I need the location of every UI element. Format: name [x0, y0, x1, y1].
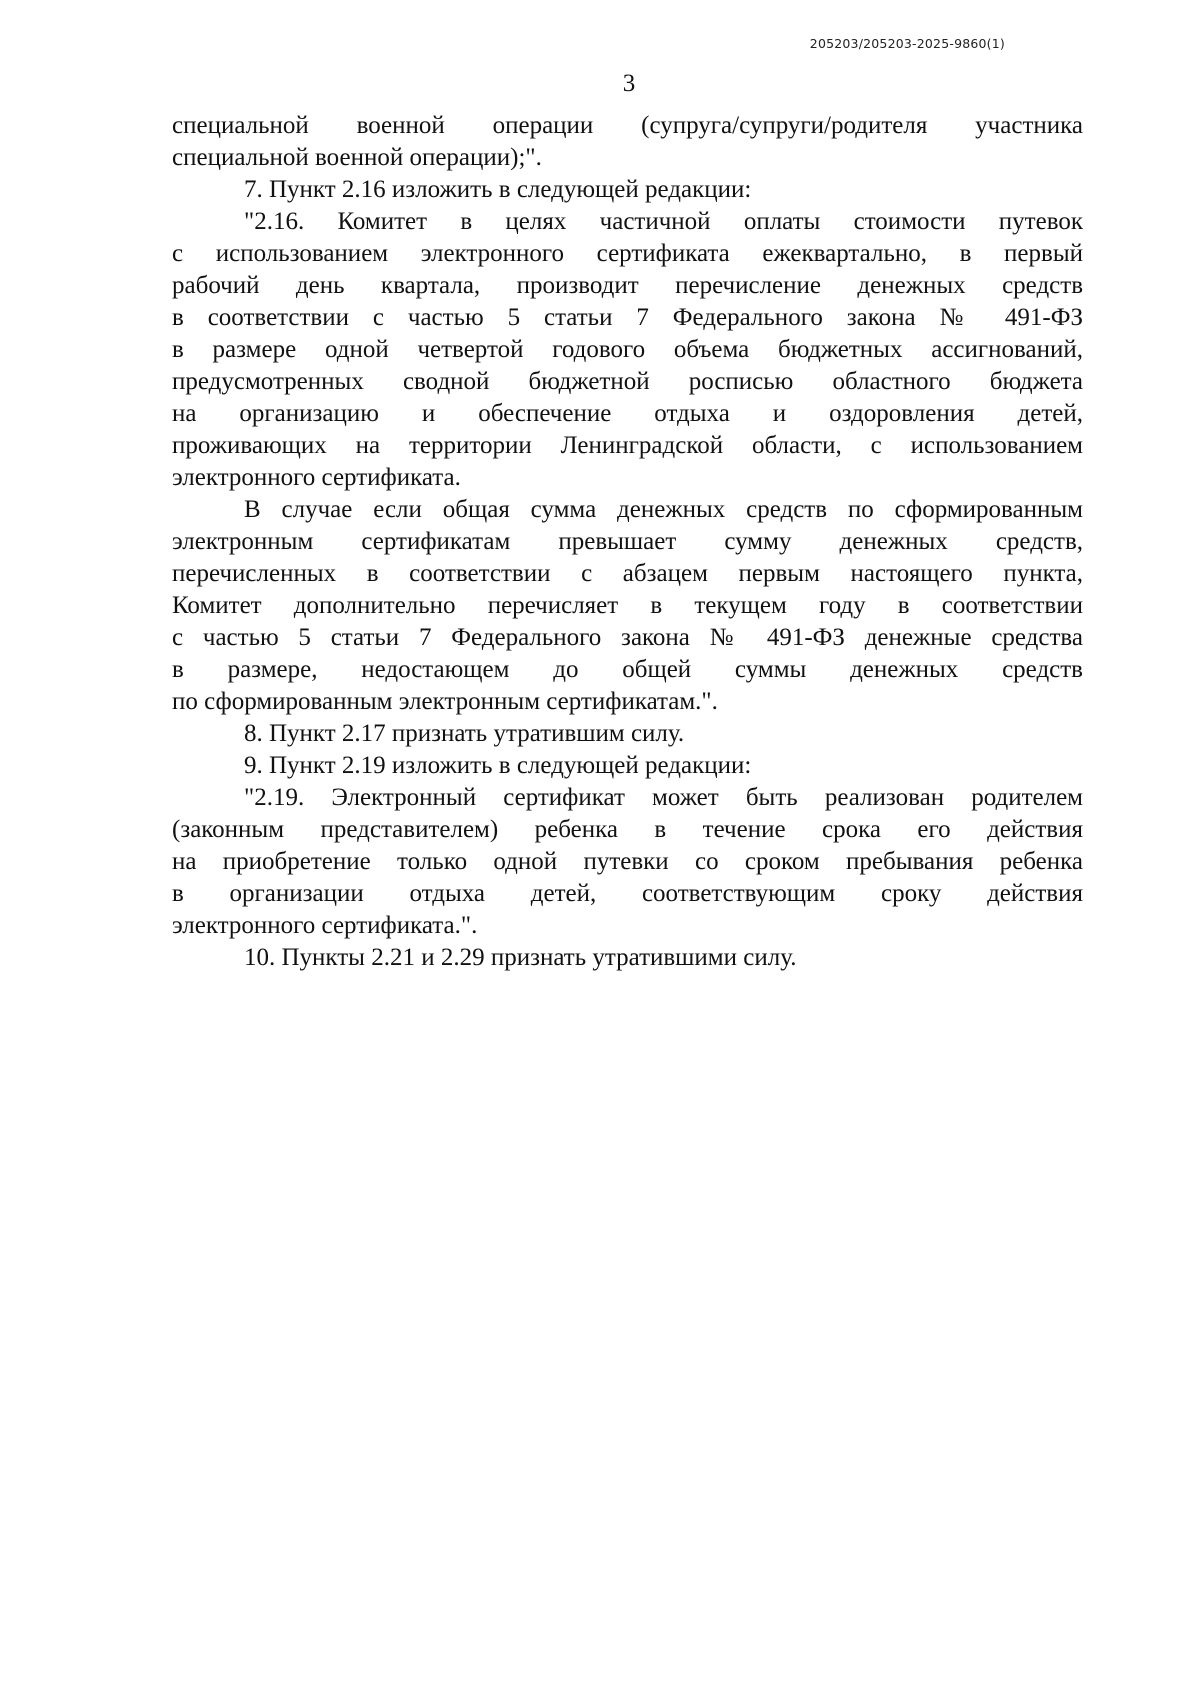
paragraph-line: в размере одной четвертой годового объема бюджетных ассигнований,	[172, 336, 1083, 363]
paragraph	[172, 782, 1083, 942]
paragraph-line: 9. Пункт 2.19 изложить в следующей редакции:	[244, 752, 752, 779]
paragraph	[172, 206, 1083, 494]
paragraph	[172, 174, 1083, 206]
paragraph-line: "2.19. Электронный сертификат может быть реализован родителем	[244, 784, 1083, 811]
paragraph-line: в соответствии с частью 5 статьи 7 Федерального закона № 491-ФЗ	[172, 304, 1083, 331]
paragraph-line: электронного сертификата.".	[172, 912, 478, 939]
paragraph-line: проживающих на территории Ленинградской области, с использованием	[172, 432, 1083, 459]
paragraph-line: специальной военной операции (супруга/супруги/родителя участника	[172, 112, 1083, 139]
paragraph-line: Комитет дополнительно перечисляет в текущем году в соответствии	[172, 592, 1083, 619]
paragraph-line: перечисленных в соответствии с абзацем первым настоящего пункта,	[172, 560, 1083, 587]
paragraph-line: в организации отдыха детей, соответствующим сроку действия	[172, 880, 1083, 907]
paragraph-line: 8. Пункт 2.17 признать утратившим силу.	[244, 720, 685, 747]
paragraph	[172, 110, 1083, 174]
paragraph-line: в размере, недостающем до общей суммы денежных средств	[172, 656, 1083, 683]
paragraph-line: (законным представителем) ребенка в течение срока его действия	[172, 816, 1083, 843]
paragraph-line: "2.16. Комитет в целях частичной оплаты стоимости путевок	[244, 208, 1083, 235]
paragraph-line: на организацию и обеспечение отдыха и оздоровления детей,	[172, 400, 1083, 427]
paragraph-line: электронного сертификата.	[172, 464, 461, 491]
document-body	[172, 110, 1083, 974]
paragraph	[172, 750, 1083, 782]
document-id: 205203/205203-2025-9860(1)	[809, 36, 1005, 51]
paragraph-line: В случае если общая сумма денежных средств по сформированным	[244, 496, 1083, 523]
paragraph-line: с использованием электронного сертификата ежеквартально, в первый	[172, 240, 1083, 267]
paragraph-line: по сформированным электронным сертификатам.".	[172, 688, 718, 715]
paragraph	[172, 494, 1083, 718]
paragraph-line: электронным сертификатам превышает сумму денежных средств,	[172, 528, 1083, 555]
paragraph-line: на приобретение только одной путевки со сроком пребывания ребенка	[172, 848, 1083, 875]
paragraph-line: рабочий день квартала, производит перечисление денежных средств	[172, 272, 1083, 299]
paragraph-line: 10. Пункты 2.21 и 2.29 признать утратившими силу.	[244, 944, 797, 971]
paragraph	[172, 718, 1083, 750]
paragraph-line: предусмотренных сводной бюджетной росписью областного бюджета	[172, 368, 1083, 395]
paragraph	[172, 942, 1083, 974]
page-number: 3	[622, 70, 636, 97]
paragraph-line: специальной военной операции);".	[172, 144, 542, 171]
paragraph-line: 7. Пункт 2.16 изложить в следующей редакции:	[244, 176, 752, 203]
paragraph-line: с частью 5 статьи 7 Федерального закона № 491-ФЗ денежные средства	[172, 624, 1083, 651]
